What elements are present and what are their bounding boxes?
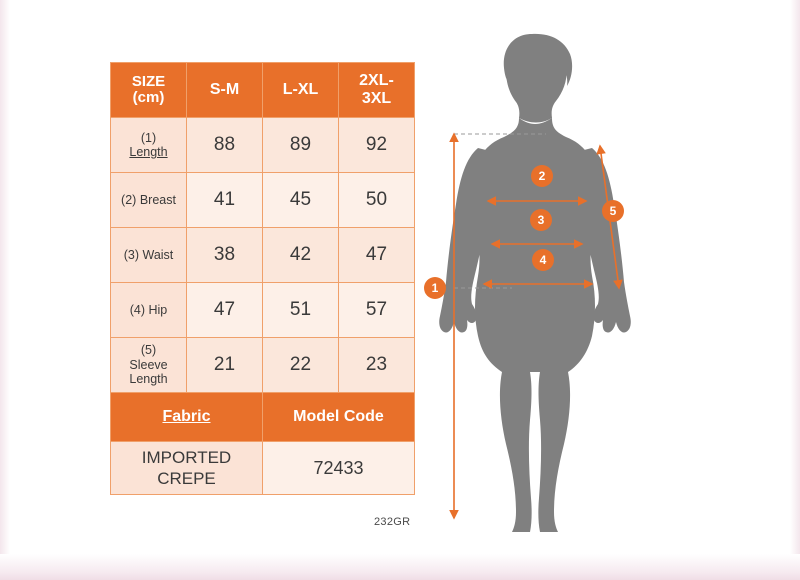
table-row bbox=[111, 338, 415, 393]
row-label-sleeve-num: (5) bbox=[140, 343, 157, 358]
cell-length-sm: 88 bbox=[187, 118, 263, 173]
model-code-header: Model Code bbox=[263, 393, 415, 442]
cell-waist-sm: 38 bbox=[187, 228, 263, 283]
measure-badge-4: 4 bbox=[533, 250, 553, 270]
cell-breast-sm: 41 bbox=[187, 173, 263, 228]
row-label-length-num: (1) bbox=[140, 130, 157, 145]
cell-waist-2xl3xl: 47 bbox=[339, 228, 415, 283]
cell-breast-2xl3xl: 50 bbox=[339, 173, 415, 228]
model-figure-area bbox=[420, 20, 780, 550]
row-label-breast-text: Breast bbox=[139, 192, 176, 207]
row-label-sleeve-text: Sleeve Length bbox=[129, 357, 168, 387]
cell-hip-lxl: 51 bbox=[263, 283, 339, 338]
left-edge-band bbox=[0, 0, 10, 580]
product-code-note: 232GR bbox=[374, 516, 411, 528]
fabric-value: IMPORTED CREPE bbox=[111, 442, 263, 495]
fabric-header-label: Fabric bbox=[162, 408, 211, 425]
row-label-breast-num: (2) bbox=[121, 192, 137, 207]
row-label-waist-text: Waist bbox=[142, 247, 174, 262]
bottom-edge-band bbox=[0, 554, 800, 580]
row-label-sleeve-length bbox=[111, 338, 187, 393]
row-label-hip bbox=[111, 283, 187, 338]
table-row bbox=[111, 173, 415, 228]
row-label-length bbox=[111, 118, 187, 173]
row-label-waist-num: (3) bbox=[123, 247, 139, 262]
header-size-line2: (cm) bbox=[132, 89, 165, 106]
cell-breast-lxl: 45 bbox=[263, 173, 339, 228]
cell-sleeve-2xl3xl: 23 bbox=[339, 338, 415, 393]
size-measurement-table bbox=[110, 62, 415, 495]
cell-length-lxl: 89 bbox=[263, 118, 339, 173]
silhouette-shape bbox=[439, 34, 631, 532]
cell-hip-sm: 47 bbox=[187, 283, 263, 338]
header-size-sm: S-M bbox=[187, 63, 263, 118]
female-silhouette-diagram bbox=[420, 20, 780, 550]
table-footer-header-row bbox=[111, 393, 415, 442]
measure-badge-2: 2 bbox=[532, 166, 552, 186]
header-size-cm bbox=[111, 63, 187, 118]
cell-waist-lxl: 42 bbox=[263, 228, 339, 283]
row-label-waist bbox=[111, 228, 187, 283]
cell-length-2xl3xl: 92 bbox=[339, 118, 415, 173]
table-row bbox=[111, 228, 415, 283]
right-edge-band bbox=[790, 0, 800, 580]
cell-hip-2xl3xl: 57 bbox=[339, 283, 415, 338]
table-row bbox=[111, 118, 415, 173]
measure-badge-1: 1 bbox=[425, 278, 445, 298]
header-size-2xl3xl: 2XL- 3XL bbox=[339, 63, 415, 118]
table-row bbox=[111, 283, 415, 338]
cell-sleeve-lxl: 22 bbox=[263, 338, 339, 393]
fabric-header bbox=[111, 393, 263, 442]
header-size-lxl: L-XL bbox=[263, 63, 339, 118]
model-code-value: 72433 bbox=[263, 442, 415, 495]
row-label-hip-num: (4) bbox=[129, 302, 146, 317]
row-label-breast bbox=[111, 173, 187, 228]
table-footer-value-row bbox=[111, 442, 415, 495]
row-label-hip-text: Hip bbox=[148, 302, 168, 317]
row-label-length-text: Length bbox=[129, 145, 168, 159]
cell-sleeve-sm: 21 bbox=[187, 338, 263, 393]
table-header-row bbox=[111, 63, 415, 118]
measure-badge-5: 5 bbox=[603, 201, 623, 221]
measure-badge-3: 3 bbox=[531, 210, 551, 230]
header-size-line1: SIZE bbox=[131, 72, 166, 90]
